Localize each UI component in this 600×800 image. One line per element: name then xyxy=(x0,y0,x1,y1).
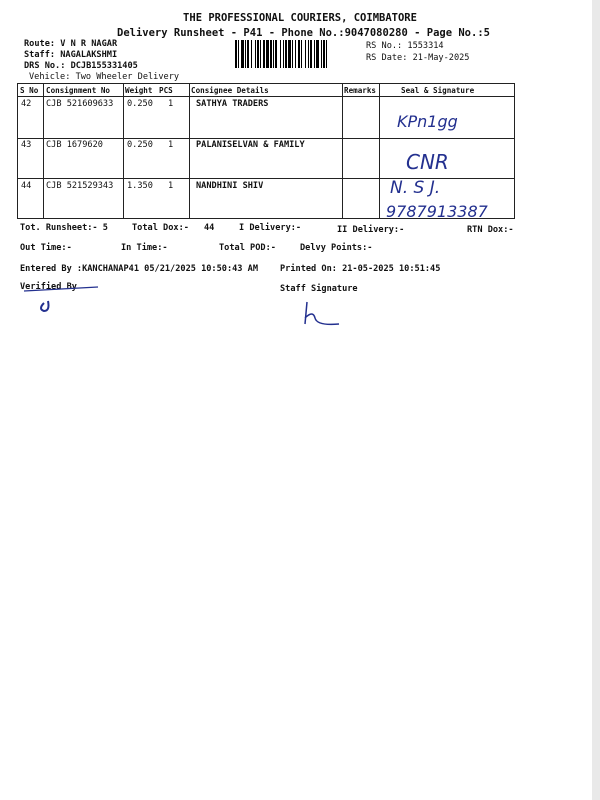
scan-edge xyxy=(592,0,600,800)
total-dox-value: 44 xyxy=(204,223,215,233)
barcode-bar xyxy=(251,40,252,68)
barcode-bar xyxy=(255,40,256,68)
rs-number: RS No.: 1553314 xyxy=(366,41,444,51)
barcode-bar xyxy=(283,40,284,68)
col-header-remarks: Remarks xyxy=(344,86,377,95)
ii-delivery: II Delivery:- xyxy=(337,225,405,235)
barcode-bar xyxy=(270,40,272,68)
barcode-bar xyxy=(295,40,296,68)
col-border xyxy=(514,83,515,219)
barcode-bar xyxy=(280,40,281,68)
barcode-bar xyxy=(285,40,287,68)
table-header-line xyxy=(17,96,514,97)
out-time: Out Time:- xyxy=(20,243,72,253)
barcode-bar xyxy=(305,40,306,68)
barcode-bar xyxy=(263,40,265,68)
col-border xyxy=(123,83,124,219)
cell-weight: 0.250 xyxy=(127,99,153,109)
col-header-consignee: Consignee Details xyxy=(191,86,269,95)
cell-consignee: PALANISELVAN & FAMILY xyxy=(196,140,305,150)
barcode-bar xyxy=(310,40,312,68)
verified-by-signature xyxy=(20,285,110,315)
staff-signature xyxy=(295,300,355,330)
barcode-bar xyxy=(235,40,237,68)
drs-label: DRS No.: DCJB155331405 xyxy=(24,61,138,71)
col-header-pcs: PCS xyxy=(159,86,173,95)
cell-pcs: 1 xyxy=(168,140,174,150)
handwritten-signature: CNR xyxy=(406,150,449,174)
rtn-dox: RTN Dox:- xyxy=(467,225,514,235)
barcode-bar xyxy=(241,40,244,68)
cell-consignee: NANDHINI SHIV xyxy=(196,181,264,191)
company-title: THE PROFESSIONAL COURIERS, COIMBATORE xyxy=(183,12,417,24)
col-header-signature: Seal & Signature xyxy=(401,86,475,95)
staff-label: Staff: NAGALAKSHMI xyxy=(24,50,118,60)
col-header-weight: Weight xyxy=(125,86,153,95)
rs-date: RS Date: 21-May-2025 xyxy=(366,53,470,63)
col-border xyxy=(43,83,44,219)
col-header-sno: S No xyxy=(20,86,39,95)
barcode-bar xyxy=(245,40,246,68)
barcode-bar xyxy=(288,40,291,68)
total-pod: Total POD:- xyxy=(219,243,276,253)
delvy-points: Delvy Points:- xyxy=(300,243,373,253)
cell-sno: 43 xyxy=(21,140,32,150)
barcode-bar xyxy=(308,40,309,68)
barcode-bar xyxy=(321,40,322,68)
cell-consignment: CJB 521529343 xyxy=(46,181,114,191)
runsheet-subtitle: Delivery Runsheet - P41 - Phone No.:9047080280 - Page No.:5 xyxy=(117,27,490,39)
barcode-bar xyxy=(266,40,269,68)
col-border xyxy=(17,83,18,219)
col-border xyxy=(189,83,190,219)
barcode-bar xyxy=(301,40,302,68)
in-time: In Time:- xyxy=(121,243,168,253)
printed-on: Printed On: 21-05-2025 10:51:45 xyxy=(280,264,441,274)
verified-by-label: Verified By xyxy=(20,282,77,292)
vehicle-label: Vehicle: Two Wheeler Delivery xyxy=(29,72,180,82)
total-dox-label: Total Dox:- xyxy=(132,223,189,233)
barcode-bar xyxy=(260,40,261,68)
entered-by: Entered By :KANCHANAP41 05/21/2025 10:50:43 AM xyxy=(20,264,258,274)
barcode-bar xyxy=(247,40,249,68)
barcode xyxy=(235,40,350,68)
table-top-line xyxy=(17,83,514,84)
barcode-bar xyxy=(292,40,293,68)
tot-runsheet: Tot. Runsheet:- 5 xyxy=(20,223,108,233)
col-border xyxy=(379,83,380,219)
cell-weight: 0.250 xyxy=(127,140,153,150)
cell-pcs: 1 xyxy=(168,99,174,109)
staff-signature-label: Staff Signature xyxy=(280,284,358,294)
cell-weight: 1.350 xyxy=(127,181,153,191)
route-label: Route: V N R NAGAR xyxy=(24,39,118,49)
barcode-bar xyxy=(316,40,319,68)
cell-consignment: CJB 1679620 xyxy=(46,140,103,150)
barcode-bar xyxy=(314,40,315,68)
handwritten-signature: KPn1gg xyxy=(397,112,458,131)
col-header-consignment: Consignment No xyxy=(46,86,111,95)
barcode-bar xyxy=(275,40,277,68)
cell-sno: 44 xyxy=(21,181,32,191)
barcode-bar xyxy=(326,40,327,68)
col-border xyxy=(342,83,343,219)
barcode-bar xyxy=(273,40,274,68)
cell-sno: 42 xyxy=(21,99,32,109)
barcode-bar xyxy=(323,40,325,68)
barcode-bar xyxy=(298,40,300,68)
handwritten-phone: 9787913387 xyxy=(386,202,488,221)
handwritten-signature: N. S J. xyxy=(390,178,441,198)
barcode-bar xyxy=(238,40,239,68)
row-divider xyxy=(17,138,514,139)
cell-consignment: CJB 521609633 xyxy=(46,99,114,109)
cell-pcs: 1 xyxy=(168,181,174,191)
cell-consignee: SATHYA TRADERS xyxy=(196,99,269,109)
barcode-bar xyxy=(257,40,259,68)
i-delivery: I Delivery:- xyxy=(239,223,302,233)
